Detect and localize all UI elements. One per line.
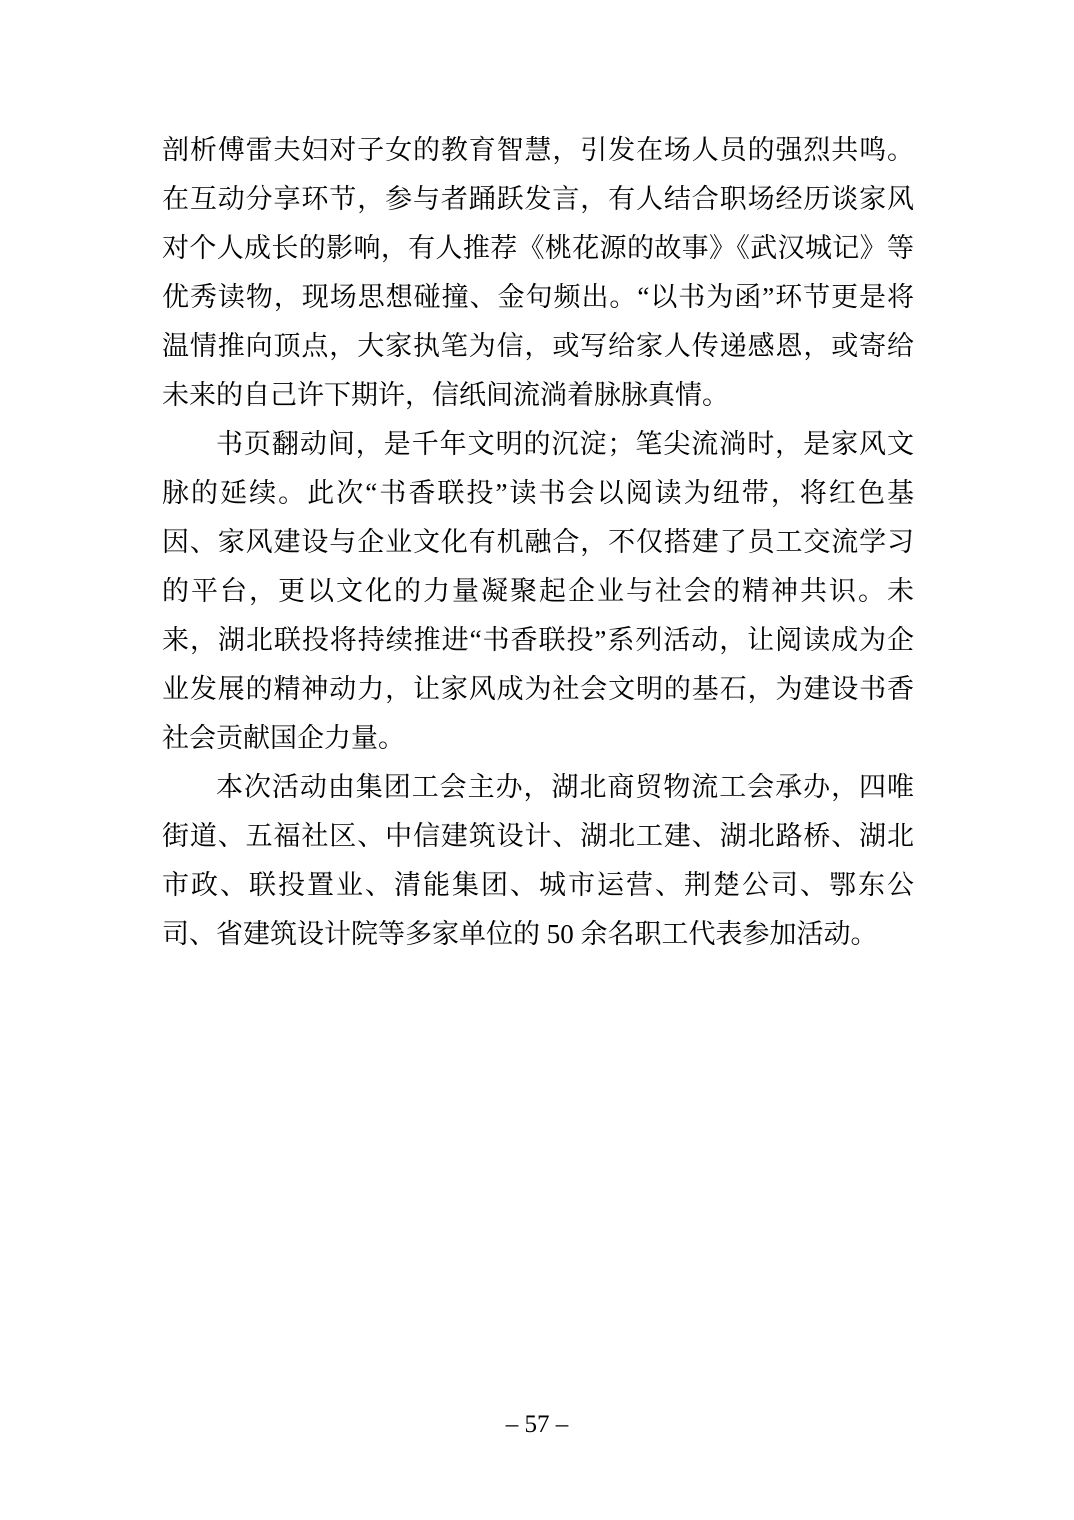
page-body-text (162, 126, 914, 959)
page-number: – 57 – (505, 1411, 569, 1438)
paragraph-1: 剖析傅雷夫妇对子女的教育智慧，引发在场人员的强烈共鸣。在互动分享环节，参与者踊跃发言，有人结合职场经历谈家风对个人成长的影响，有人推荐《桃花源的故事》《武汉城记》等优秀读物，现场思想碰撞、金句频出。“以书为函”环节更是将温情推向顶点，大家执笔为信，或写给家人传递感恩，或寄给未来的自己许下期许，信纸间流淌着脉脉真情。 (162, 135, 914, 410)
paragraph-3: 本次活动由集团工会主办，湖北商贸物流工会承办，四唯街道、五福社区、中信建筑设计、湖北工建、湖北路桥、湖北市政、联投置业、清能集团、城市运营、荆楚公司、鄂东公司、省建筑设计院等多家单位的 50 余名职工代表参加活动。 (162, 772, 914, 949)
paragraph-2: 书页翻动间，是千年文明的沉淀；笔尖流淌时，是家风文脉的延续。此次“书香联投”读书会以阅读为纽带，将红色基因、家风建设与企业文化有机融合，不仅搭建了员工交流学习的平台，更以文化的力量凝聚起企业与社会的精神共识。未来，湖北联投将持续推进“书香联投”系列活动，让阅读成为企业发展的精神动力，让家风成为社会文明的基石，为建设书香社会贡献国企力量。 (162, 429, 914, 753)
page-footer (0, 1408, 1074, 1442)
